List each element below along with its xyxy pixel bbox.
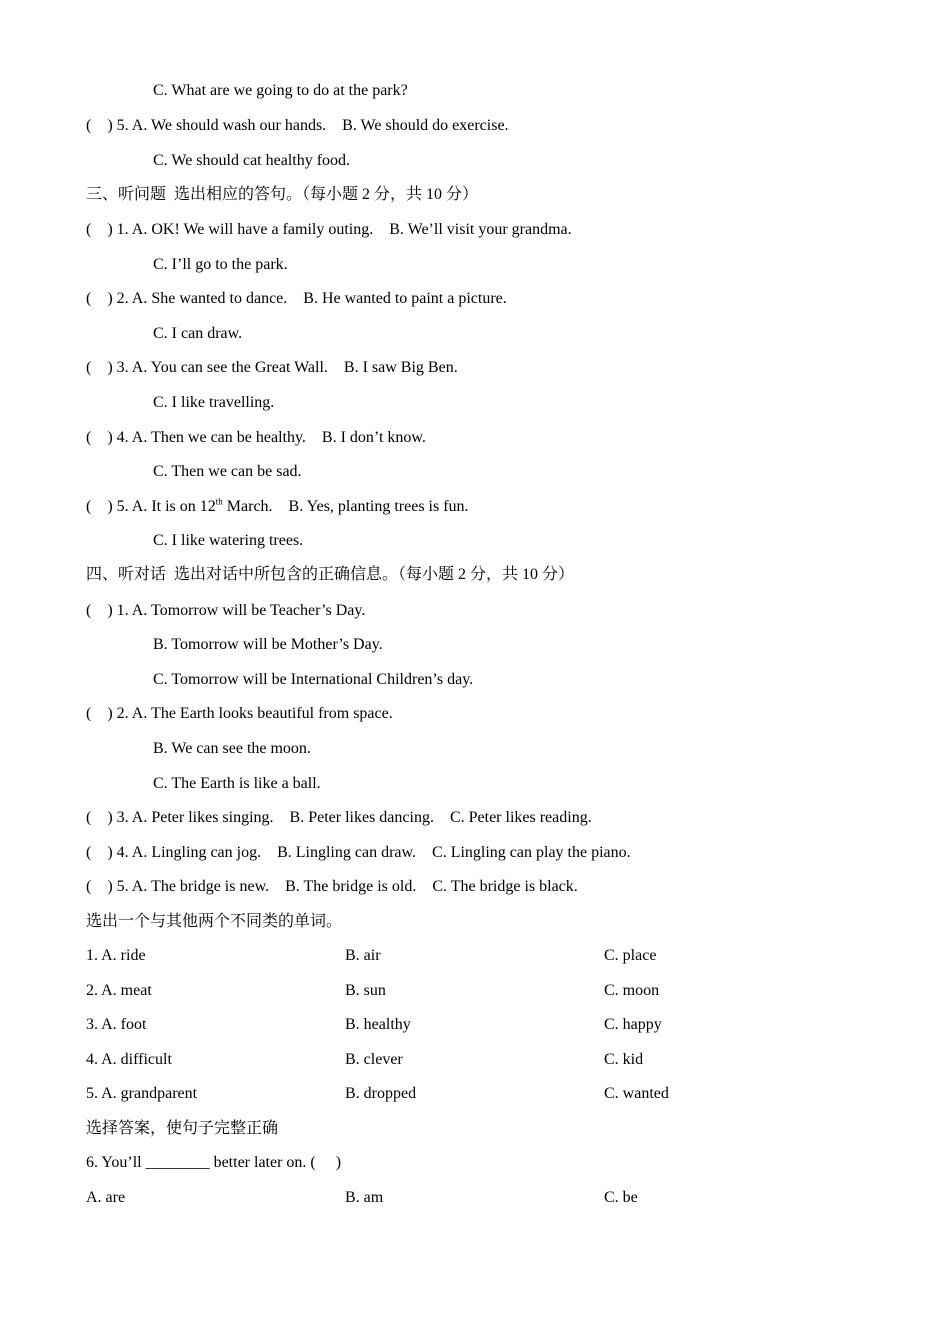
option-line: B. We can see the moon. [153, 740, 311, 757]
question-line: ( ) 4. A. Then we can be healthy. B. I don’t know. [86, 429, 426, 446]
question-line: ( ) 2. A. The Earth looks beautiful from space. [86, 705, 393, 722]
section-six-heading: 选择答案，使句子完整正确 [86, 1120, 279, 1137]
word-option-a: 4. A. difficult [86, 1051, 172, 1068]
option-line: C. The Earth is like a ball. [153, 775, 321, 792]
option-line: C. We should cat healthy food. [153, 152, 351, 169]
word-option-b: B. air [345, 947, 381, 964]
question-line [86, 497, 469, 517]
question-line: ( ) 4. A. Lingling can jog. B. Lingling can draw. C. Lingling can play the piano. [86, 844, 631, 861]
question-line: ( ) 3. A. You can see the Great Wall. B. I saw Big Ben. [86, 359, 458, 376]
question-line: ( ) 2. A. She wanted to dance. B. He wanted to paint a picture. [86, 290, 507, 307]
section-three-heading: 三、听问题 选出相应的答句。（每小题 2 分，共 10 分） [86, 186, 479, 203]
section-four-heading: 四、听对话 选出对话中所包含的正确信息。（每小题 2 分，共 10 分） [86, 566, 575, 583]
option-line: C. I like watering trees. [153, 532, 304, 549]
question-line: ( ) 1. A. OK! We will have a family outing. B. We’ll visit your grandma. [86, 221, 572, 238]
word-option-a: 2. A. meat [86, 982, 152, 999]
word-option-b: B. sun [345, 982, 386, 999]
option-line: C. Tomorrow will be International Children’s day. [153, 671, 474, 688]
word-option-a: 5. A. grandparent [86, 1085, 198, 1102]
option-line: C. I like travelling. [153, 394, 275, 411]
word-option-a: 1. A. ride [86, 947, 146, 964]
option-line: C. Then we can be sad. [153, 463, 302, 480]
word-option-c: C. moon [604, 982, 660, 999]
question-line: 6. You’ll ________ better later on. ( ) [86, 1154, 342, 1171]
question-line: ( ) 1. A. Tomorrow will be Teacher’s Day. [86, 602, 366, 619]
option-line: C. I’ll go to the park. [153, 256, 288, 273]
option-line: C. What are we going to do at the park? [153, 82, 408, 99]
word-option-b: B. clever [345, 1051, 403, 1068]
word-option-b: B. healthy [345, 1016, 411, 1033]
word-option-c: C. kid [604, 1051, 644, 1068]
answer-option-c: C. be [604, 1189, 638, 1206]
question-line: ( ) 5. A. The bridge is new. B. The bridge is old. C. The bridge is black. [86, 878, 578, 895]
question-line: ( ) 5. A. We should wash our hands. B. We should do exercise. [86, 117, 509, 134]
option-line: C. I can draw. [153, 325, 243, 342]
question-line: ( ) 3. A. Peter likes singing. B. Peter likes dancing. C. Peter likes reading. [86, 809, 592, 826]
question-text: ( ) 5. A. It is on 12 [86, 498, 216, 515]
section-five-heading: 选出一个与其他两个不同类的单词。 [86, 913, 343, 930]
question-text: March. B. Yes, planting trees is fun. [222, 498, 469, 515]
word-option-a: 3. A. foot [86, 1016, 147, 1033]
answer-option-a: A. are [86, 1189, 126, 1206]
option-line: B. Tomorrow will be Mother’s Day. [153, 636, 383, 653]
answer-option-b: B. am [345, 1189, 384, 1206]
word-option-c: C. wanted [604, 1085, 669, 1102]
word-option-b: B. dropped [345, 1085, 417, 1102]
word-option-c: C. place [604, 947, 657, 964]
ordinal-suffix: th [215, 496, 223, 507]
word-option-c: C. happy [604, 1016, 662, 1033]
